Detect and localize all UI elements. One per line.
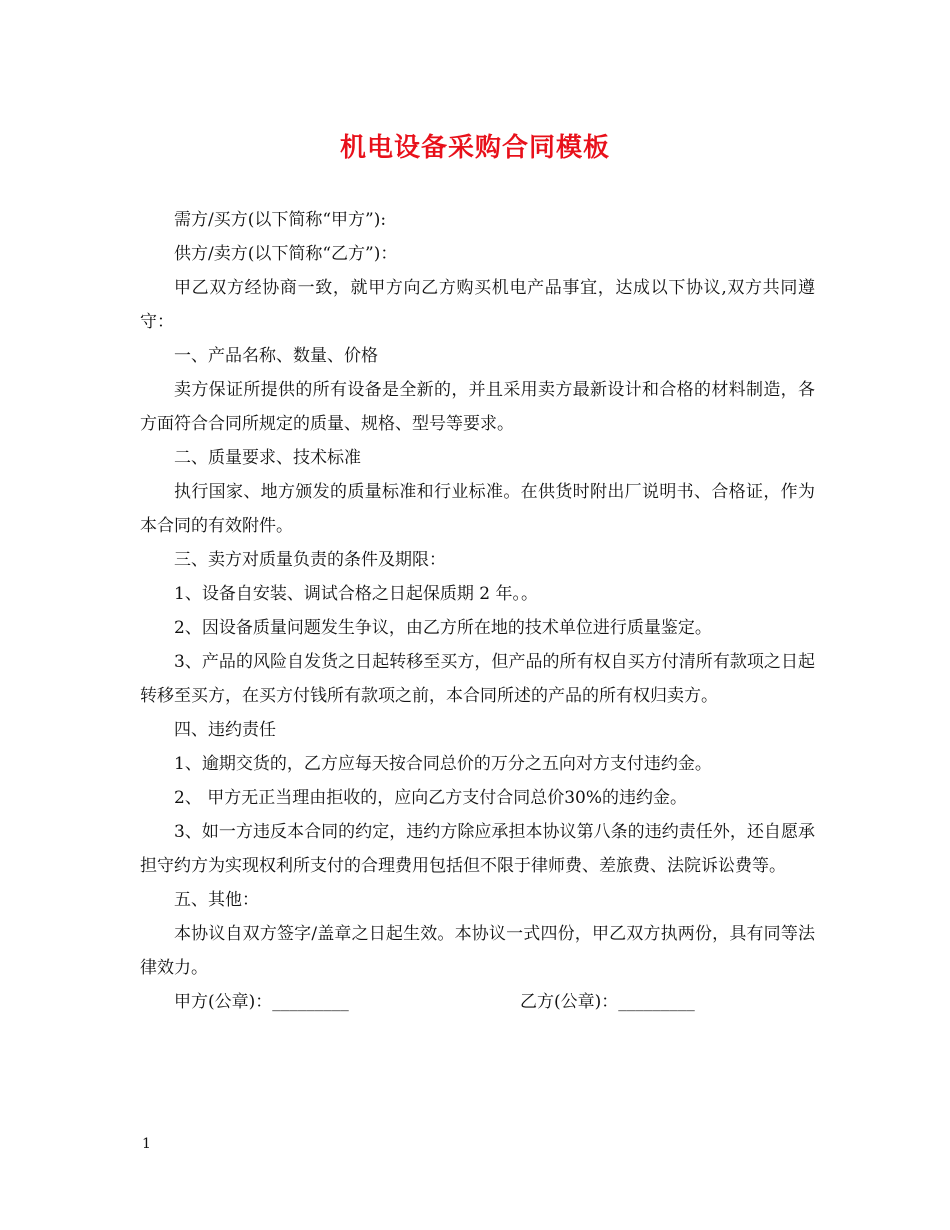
clause-3-1: 1、设备自安装、调试合格之日起保质期 2 年。。 bbox=[174, 584, 538, 604]
document-title: 机电设备采购合同模板 bbox=[339, 133, 610, 163]
paragraph-intro: 甲乙双方经协商一致，就甲方向乙方购买机电产品事宜，达成以下协议,双方共同遵守： bbox=[140, 278, 815, 332]
clause-4-2: 2、 甲方无正当理由拒收的，应向乙方支付合同总价30%的违约金。 bbox=[174, 788, 688, 808]
clause-4-1: 1、逾期交货的，乙方应每天按合同总价的万分之五向对方支付违约金。 bbox=[174, 754, 712, 774]
section-heading-3: 三、卖方对质量负责的条件及期限： bbox=[174, 550, 446, 570]
paragraph-section-2: 执行国家、地方颁发的质量标准和行业标准。在供货时附出厂说明书、合格证，作为本合同的有效附件。 bbox=[140, 482, 815, 536]
signature-party-b: 乙方(公章)：_________ bbox=[520, 992, 695, 1012]
signature-party-a: 甲方(公章)：_________ bbox=[174, 992, 349, 1012]
section-heading-2: 二、质量要求、技术标准 bbox=[174, 448, 361, 468]
paragraph-section-1: 卖方保证所提供的所有设备是全新的，并且采用卖方最新设计和合格的材料制造，各方面符合合同所规定的质量、规格、型号等要求。 bbox=[140, 380, 815, 434]
section-heading-5: 五、其他： bbox=[174, 890, 259, 910]
clause-3-3: 3、产品的风险自发货之日起转移至买方，但产品的所有权自买方付清所有款项之日起转移至买方，在买方付钱所有款项之前，本合同所述的产品的所有权归卖方。 bbox=[140, 652, 815, 706]
page-number: 1 bbox=[142, 1136, 151, 1152]
signature-row bbox=[140, 985, 815, 1019]
paragraph-section-5: 本协议自双方签字/盖章之日起生效。本协议一式四份，甲乙双方执两份，具有同等法律效力。 bbox=[140, 924, 815, 978]
section-heading-4: 四、违约责任 bbox=[174, 720, 276, 740]
clause-3-2: 2、因设备质量问题发生争议，由乙方所在地的技术单位进行质量鉴定。 bbox=[174, 618, 712, 638]
paragraph-buyer: 需方/买方(以下简称“甲方”): bbox=[174, 210, 387, 230]
document-body bbox=[140, 203, 815, 1019]
clause-4-3: 3、如一方违反本合同的约定，违约方除应承担本协议第八条的违约责任外，还自愿承担守约方为实现权利所支付的合理费用包括但不限于律师费、差旅费、法院诉讼费等。 bbox=[140, 822, 815, 876]
paragraph-seller: 供方/卖方(以下简称“乙方”)： bbox=[174, 244, 398, 264]
section-heading-1: 一、产品名称、数量、价格 bbox=[174, 346, 378, 366]
